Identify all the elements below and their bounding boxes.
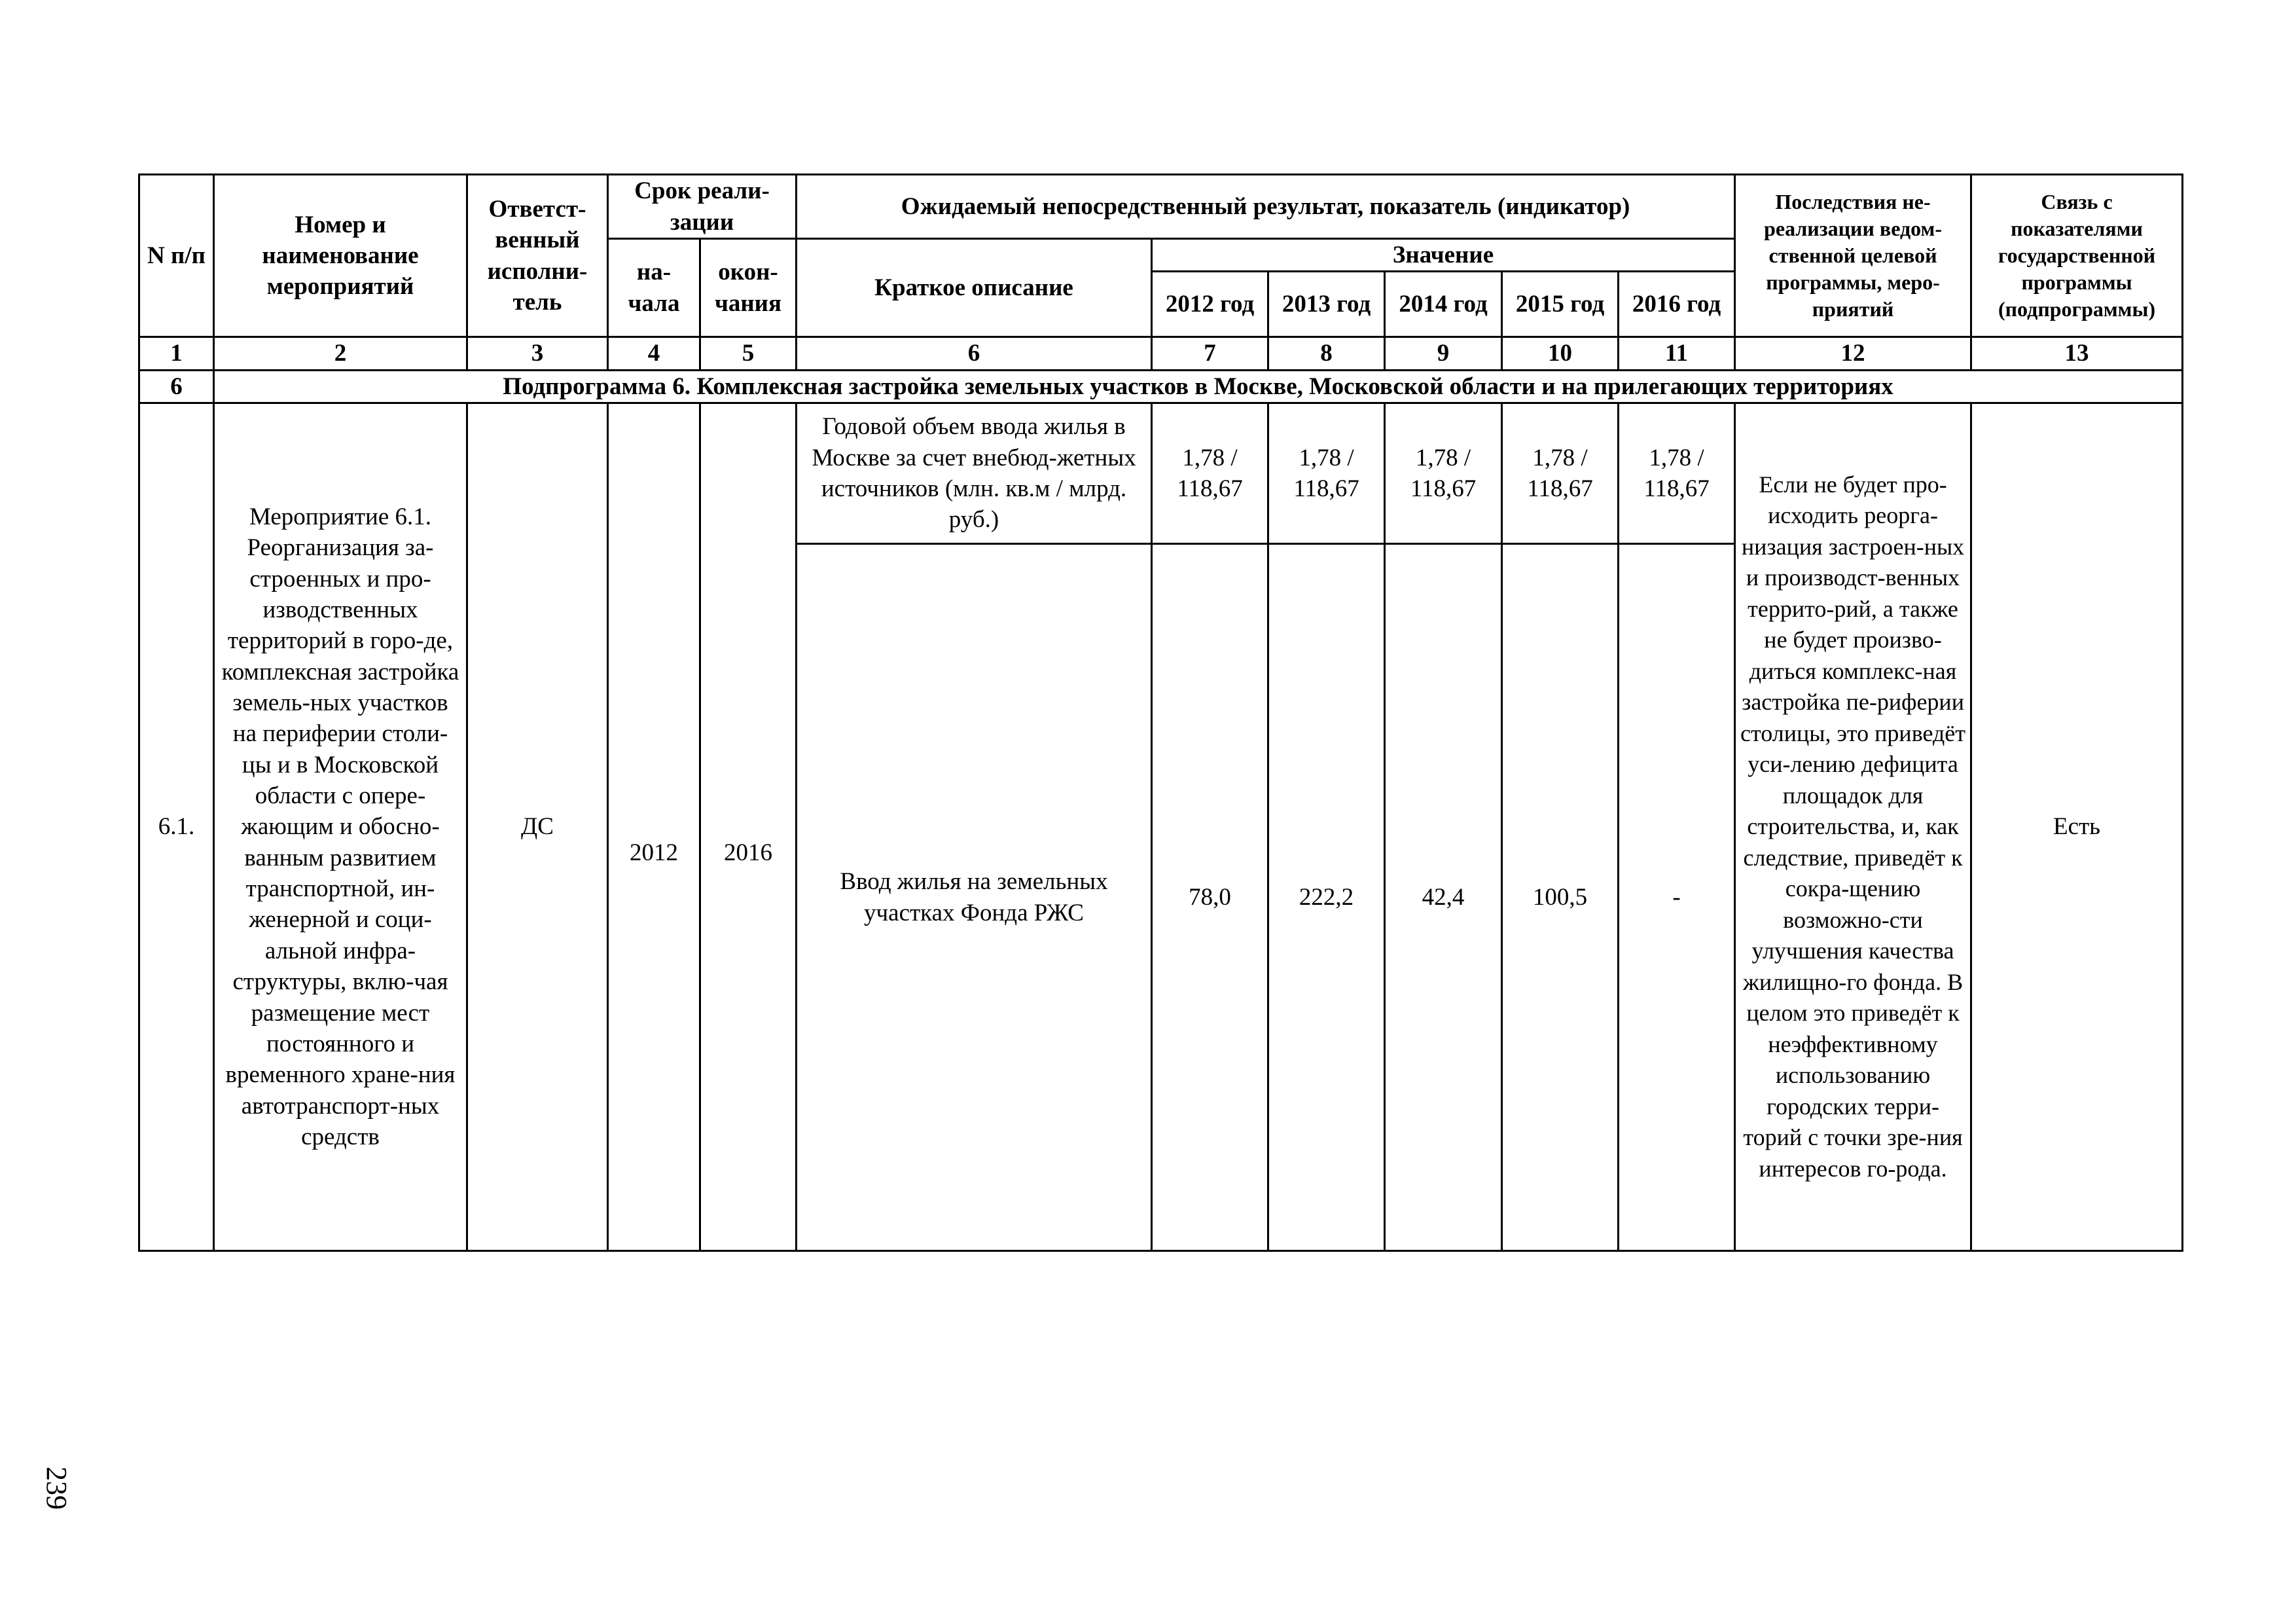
header-consequences: Последствия не-реализации ведом-ственной целевой программы, меро-приятий — [1735, 175, 1971, 337]
header-year-2013: 2013 год — [1268, 272, 1385, 337]
measure-row — [139, 403, 2183, 544]
column-number: 3 — [467, 337, 608, 370]
column-number: 5 — [700, 337, 797, 370]
measure-start-year: 2012 — [608, 403, 700, 1251]
column-number: 8 — [1268, 337, 1385, 370]
column-number: 6 — [797, 337, 1152, 370]
indicator-2-value-2016: - — [1619, 544, 1735, 1251]
column-number: 11 — [1619, 337, 1735, 370]
subprogram-title: Подпрограмма 6. Комплексная застройка земельных участков в Москве, Московской области и на прилегающих территориях — [214, 370, 2183, 403]
header-link: Связь с показателями государственной программы (подпрограммы) — [1971, 175, 2183, 337]
header-year-2014: 2014 год — [1385, 272, 1502, 337]
header-term: Срок реали-зации — [608, 175, 797, 239]
indicator-1-value-2014: 1,78 / 118,67 — [1385, 403, 1502, 544]
header-term-start: на-чала — [608, 239, 700, 337]
measures-table — [138, 173, 2183, 1252]
header-term-end: окон-чания — [700, 239, 797, 337]
header-num: N п/п — [139, 175, 214, 337]
indicator-2-description: Ввод жилья на земельных участках Фонда РЖС — [797, 544, 1152, 1251]
indicator-1-description: Годовой объем ввода жилья в Москве за счет внебюд-жетных источников (млн. кв.м / млрд. руб.) — [797, 403, 1152, 544]
indicator-1-value-2013: 1,78 / 118,67 — [1268, 403, 1385, 544]
subprogram-number: 6 — [139, 370, 214, 403]
header-year-2012: 2012 год — [1152, 272, 1268, 337]
column-number: 7 — [1152, 337, 1268, 370]
indicator-1-value-2015: 1,78 / 118,67 — [1502, 403, 1619, 544]
measure-executor: ДС — [467, 403, 608, 1251]
header-result: Ожидаемый непосредственный результат, показатель (индикатор) — [797, 175, 1735, 239]
indicator-1-value-2016: 1,78 / 118,67 — [1619, 403, 1735, 544]
column-number: 2 — [214, 337, 467, 370]
measure-consequences: Если не будет про-исходить реорга-низация застроен-ных и производст-венных террито-рий, а также не будет произво-диться комплекс-ная застройка пе-риферии столицы, это приведёт уси-лению дефицита площадок для строительства, и, как следствие, приведёт к сокра-щению возможно-сти улучшения качества жилищно-го фонда. В целом это приведёт к неэффективному использованию городских терри-торий с точки зре-ния интересов го-рода. — [1735, 403, 1971, 1251]
column-number: 12 — [1735, 337, 1971, 370]
header-measure-name: Номер и наименование мероприятий — [214, 175, 467, 337]
column-number: 1 — [139, 337, 214, 370]
page-number: 239 — [41, 1467, 73, 1510]
header-year-2016: 2016 год — [1619, 272, 1735, 337]
subprogram-row — [139, 370, 2183, 403]
measure-end-year: 2016 — [700, 403, 797, 1251]
header-year-2015: 2015 год — [1502, 272, 1619, 337]
column-numbers-row — [139, 337, 2183, 370]
measure-number: 6.1. — [139, 403, 214, 1251]
measure-name: Мероприятие 6.1. Реорганизация за-строенных и про-изводственных территорий в горо-де, комплексная застройка земель-ных участков на периферии столи-цы и в Московской области с опере-жающим и обосно-ванным развитием транспортной, ин-женерной и соци-альной инфра-структуры, вклю-чая размещение мест постоянного и временного хране-ния автотранспорт-ных средств — [214, 403, 467, 1251]
indicator-2-value-2014: 42,4 — [1385, 544, 1502, 1251]
indicator-1-value-2012: 1,78 / 118,67 — [1152, 403, 1268, 544]
indicator-2-value-2013: 222,2 — [1268, 544, 1385, 1251]
measure-link: Есть — [1971, 403, 2183, 1251]
column-number: 4 — [608, 337, 700, 370]
indicator-2-value-2015: 100,5 — [1502, 544, 1619, 1251]
header-short-desc: Краткое описание — [797, 239, 1152, 337]
header-executor: Ответст-венный исполни-тель — [467, 175, 608, 337]
column-number: 9 — [1385, 337, 1502, 370]
column-number: 13 — [1971, 337, 2183, 370]
column-number: 10 — [1502, 337, 1619, 370]
header-value: Значение — [1152, 239, 1735, 272]
indicator-2-value-2012: 78,0 — [1152, 544, 1268, 1251]
